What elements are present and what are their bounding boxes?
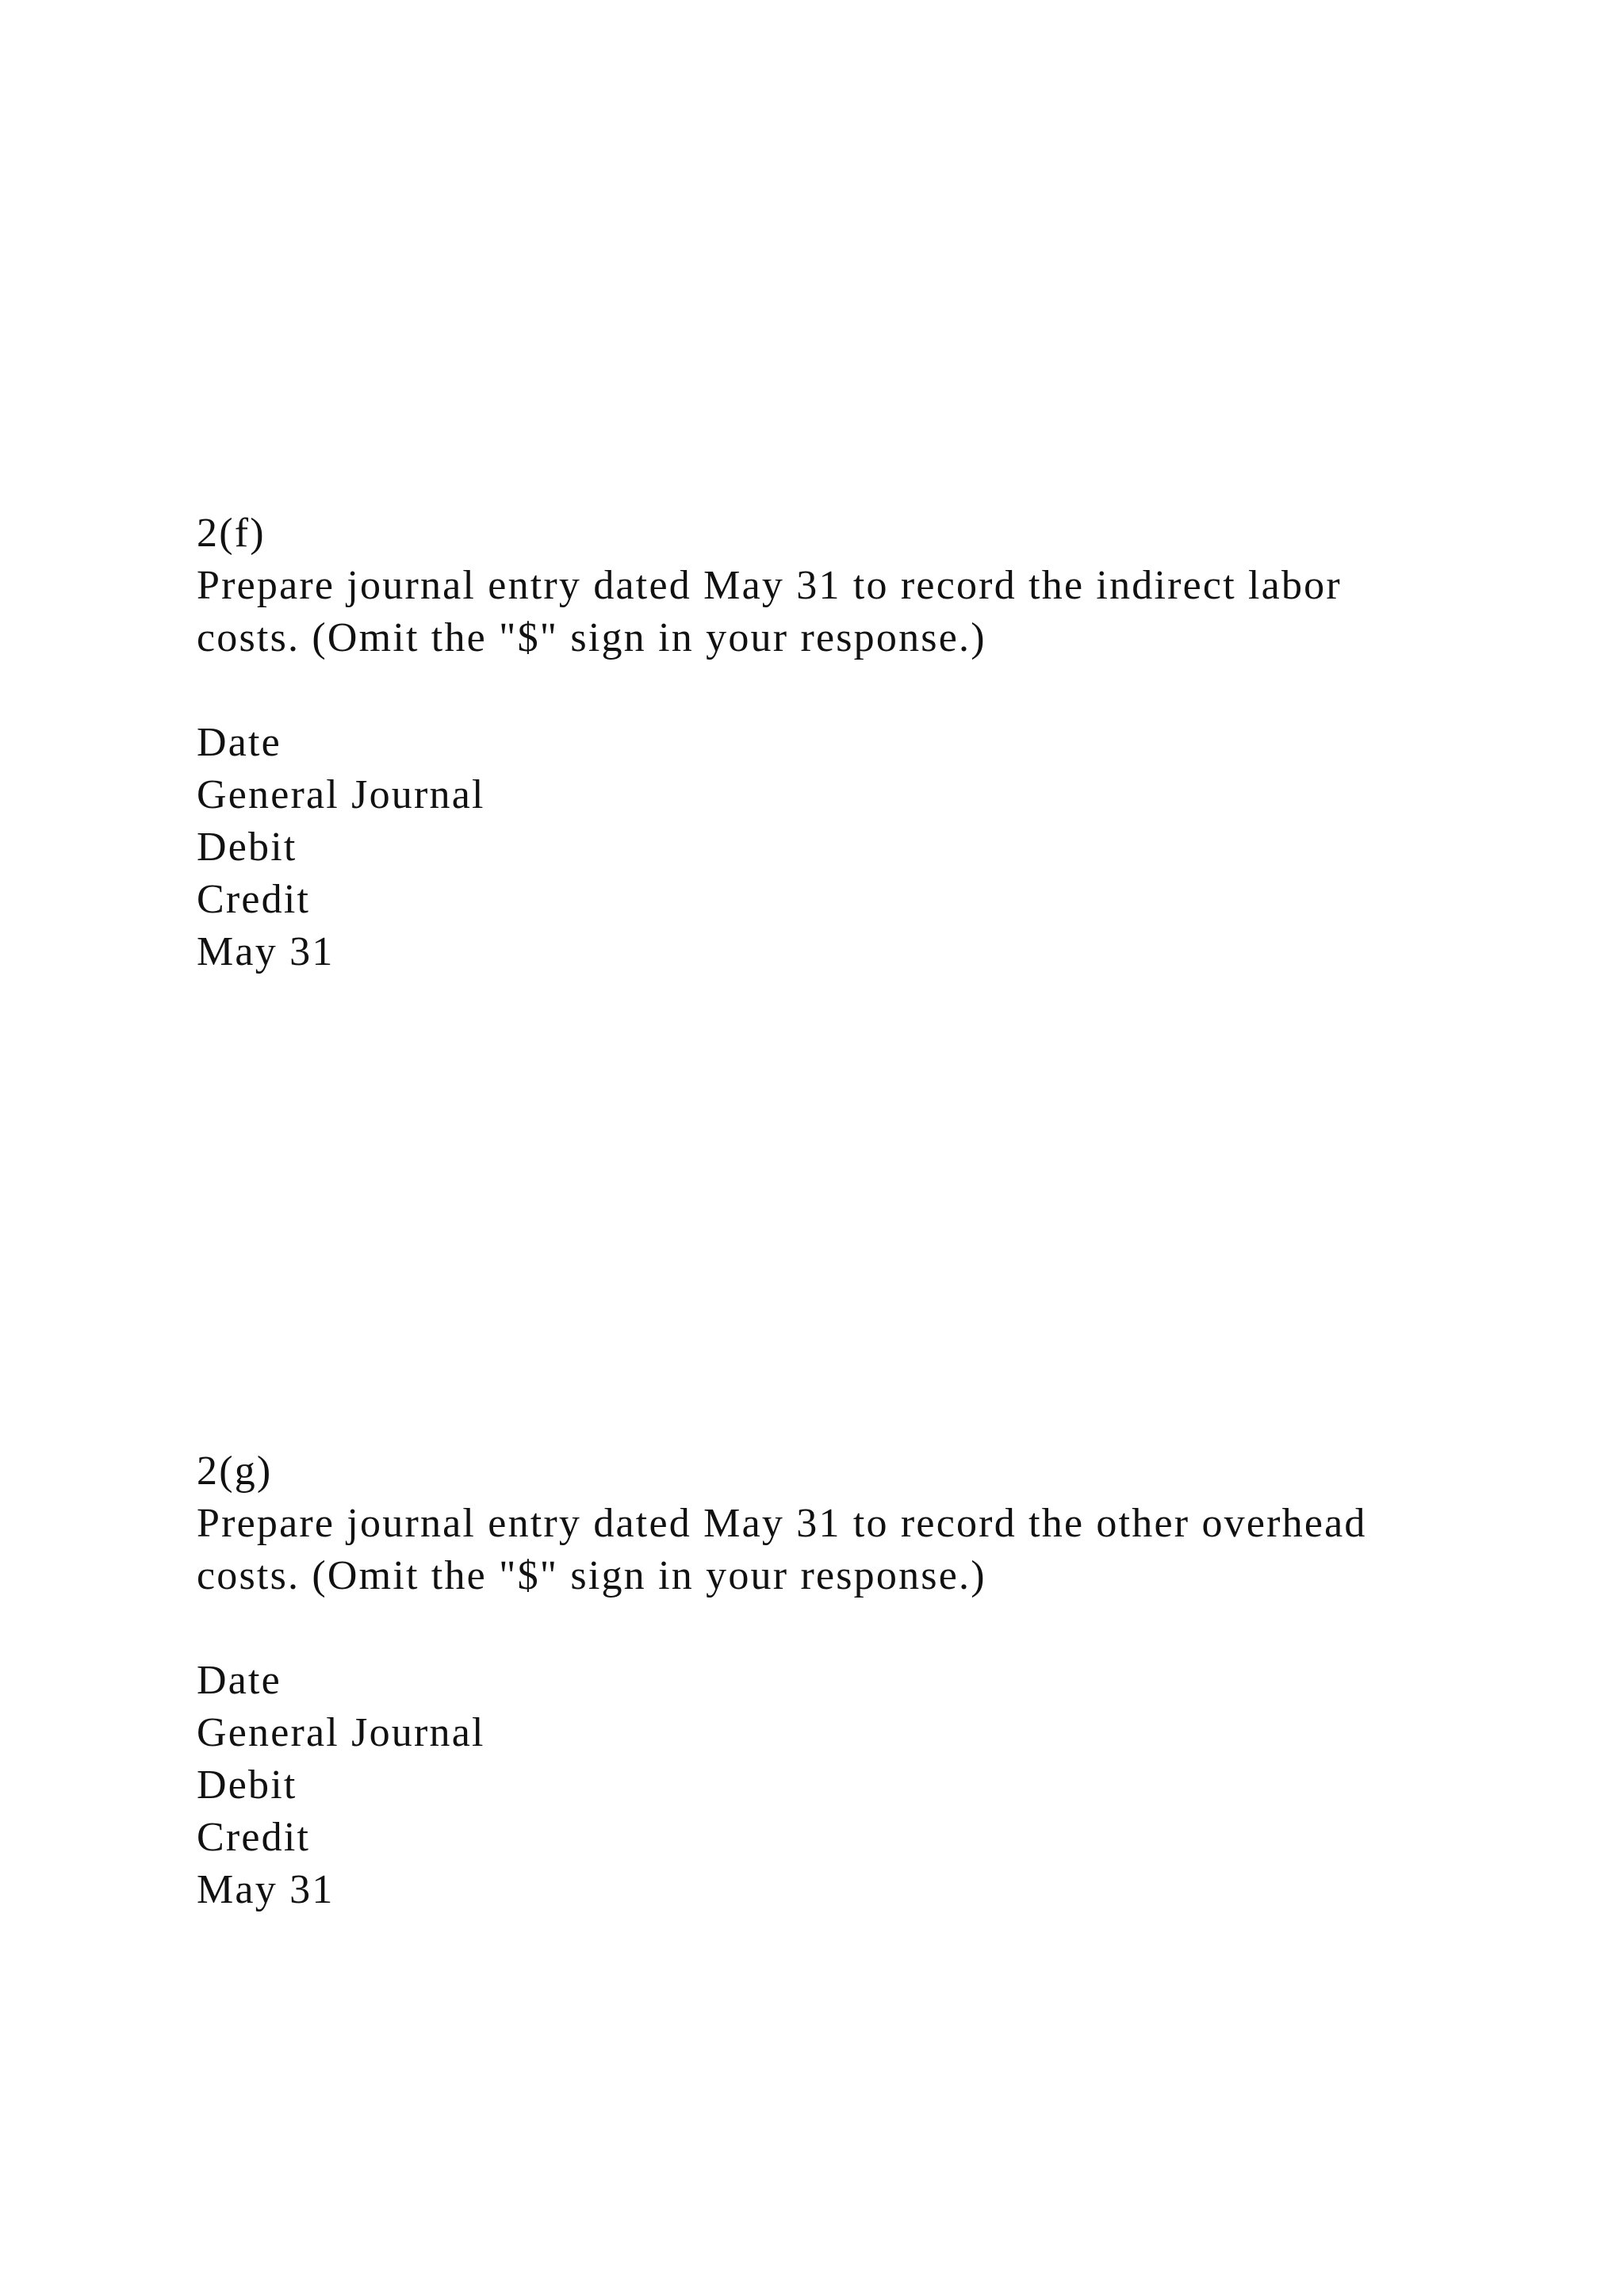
credit-header: Credit [197,877,311,922]
blank-line [197,1602,1545,1655]
date-value: May 31 [197,1867,335,1912]
general-journal-header: General Journal [197,772,485,817]
question-prompt-line-2: costs. (Omit the "$" sign in your response.) [197,1553,986,1598]
question-prompt-line-2: costs. (Omit the "$" sign in your response.) [197,615,986,660]
general-journal-header: General Journal [197,1710,485,1755]
date-header: Date [197,720,282,765]
question-number: 2(f) [197,511,266,556]
question-2g [197,1445,1545,1916]
date-value: May 31 [197,929,335,974]
debit-header: Debit [197,825,297,870]
credit-header: Credit [197,1815,311,1860]
question-2f [197,507,1545,978]
question-prompt-line-1: Prepare journal entry dated May 31 to record the other overhead [197,1501,1367,1546]
blank-line [197,664,1545,717]
debit-header: Debit [197,1762,297,1808]
question-prompt-line-1: Prepare journal entry dated May 31 to record the indirect labor [197,563,1342,608]
question-number: 2(g) [197,1448,273,1494]
date-header: Date [197,1658,282,1703]
